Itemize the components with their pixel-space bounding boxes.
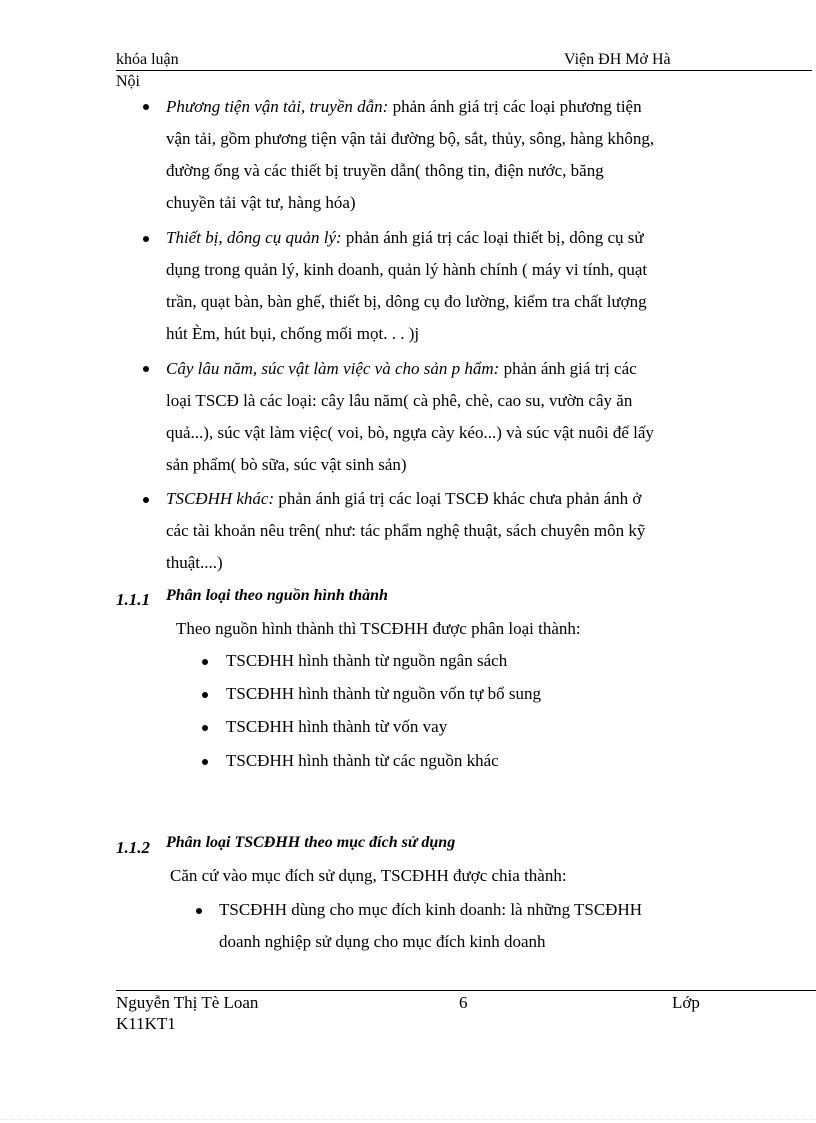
bullet-icon <box>202 759 208 765</box>
list-item-line: đường ống và các thiết bị truyền dẫn( thông tin, điện nước, băng <box>166 161 604 180</box>
list-item-line: quả...), súc vật làm việc( voi, bò, ngựa cày kéo...) và súc vật nuôi để lấy <box>166 423 654 442</box>
item-text: phản ánh giá trị các loại phương tiện <box>388 97 642 116</box>
bullet-icon <box>196 908 202 914</box>
list-item-line <box>166 222 644 254</box>
header-continuation: Nội <box>116 73 140 90</box>
item-text: phản ánh giá trị các loại thiết bị, dông cụ sử <box>341 228 644 247</box>
item-term: Phương tiện vận tải, truyền dẫn: <box>166 97 389 116</box>
page-edge-divider <box>0 1119 816 1120</box>
section-title: Phân loại TSCĐHH theo mục đích sử dụng <box>166 834 456 851</box>
list-item-line: loại TSCĐ là các loại: cây lâu năm( cà phê, chè, cao su, vườn cây ăn <box>166 391 633 410</box>
section-intro: Căn cứ vào mục đích sử dụng, TSCĐHH được chia thành: <box>170 866 567 885</box>
list-item: TSCĐHH hình thành từ nguồn vốn tự bổ sung <box>226 684 541 703</box>
footer-rule <box>116 990 816 991</box>
list-item-line: dụng trong quản lý, kinh doanh, quản lý hành chính ( máy vi tính, quạt <box>166 260 648 279</box>
list-item-line: thuật....) <box>166 553 223 572</box>
list-item: TSCĐHH hình thành từ nguồn ngân sách <box>226 651 508 670</box>
list-item-line: chuyền tải vật tư, hàng hóa) <box>166 193 356 212</box>
list-item-line: hút Èm, hút bụi, chống mối mọt. . . )j <box>166 324 420 343</box>
item-term: Cây lâu năm, súc vật làm việc và cho sản p hẩm: <box>166 359 500 378</box>
section-intro: Theo nguồn hình thành thì TSCĐHH được phân loại thành: <box>176 619 581 638</box>
list-item-line <box>166 91 642 123</box>
header-rule <box>116 70 812 71</box>
footer-page-number: 6 <box>459 993 468 1012</box>
item-text: phản ánh giá trị các <box>499 359 637 378</box>
footer-class-code: K11KT1 <box>116 1014 176 1033</box>
section-number: 1.1.1 <box>116 590 150 609</box>
list-item-line: vận tải, gồm phương tiện vận tải đường bộ, sắt, thủy, sông, hàng không, <box>166 129 655 148</box>
item-text: phản ánh giá trị các loại TSCĐ khác chưa phản ánh ở <box>274 489 642 508</box>
section-title: Phân loại theo nguồn hình thành <box>166 587 388 604</box>
bullet-icon <box>202 692 208 698</box>
list-item-line <box>166 353 637 385</box>
bullet-icon <box>202 659 208 665</box>
list-item-line: sản phẩm( bò sữa, súc vật sinh sản) <box>166 455 407 474</box>
footer-author: Nguyễn Thị Tè Loan <box>116 993 259 1012</box>
header-right: Viện ĐH Mở Hà <box>564 51 671 68</box>
footer-class-label: Lớp <box>672 993 700 1012</box>
bullet-icon <box>143 497 149 503</box>
list-item-line: các tài khoản nêu trên( như: tác phẩm nghệ thuật, sách chuyên môn kỹ <box>166 521 646 540</box>
section-number: 1.1.2 <box>116 838 150 857</box>
item-term: TSCĐHH khác: <box>166 489 275 508</box>
item-term: Thiết bị, dông cụ quản lý: <box>166 228 342 247</box>
list-item: TSCĐHH hình thành từ vốn vay <box>226 717 448 736</box>
bullet-icon <box>143 236 149 242</box>
bullet-icon <box>202 725 208 731</box>
list-item-line <box>166 483 641 515</box>
list-item-line: TSCĐHH dùng cho mục đích kinh doanh: là những TSCĐHH <box>219 900 643 919</box>
bullet-icon <box>143 366 149 372</box>
list-item: TSCĐHH hình thành từ các nguồn khác <box>226 751 499 770</box>
list-item-line: trần, quạt bàn, bàn ghế, thiết bị, dông cụ đo lường, kiểm tra chất lượng <box>166 292 647 311</box>
list-item-line: doanh nghiệp sử dụng cho mục đích kinh doanh <box>219 932 546 951</box>
bullet-icon <box>143 104 149 110</box>
header-left: khóa luận <box>116 51 179 68</box>
